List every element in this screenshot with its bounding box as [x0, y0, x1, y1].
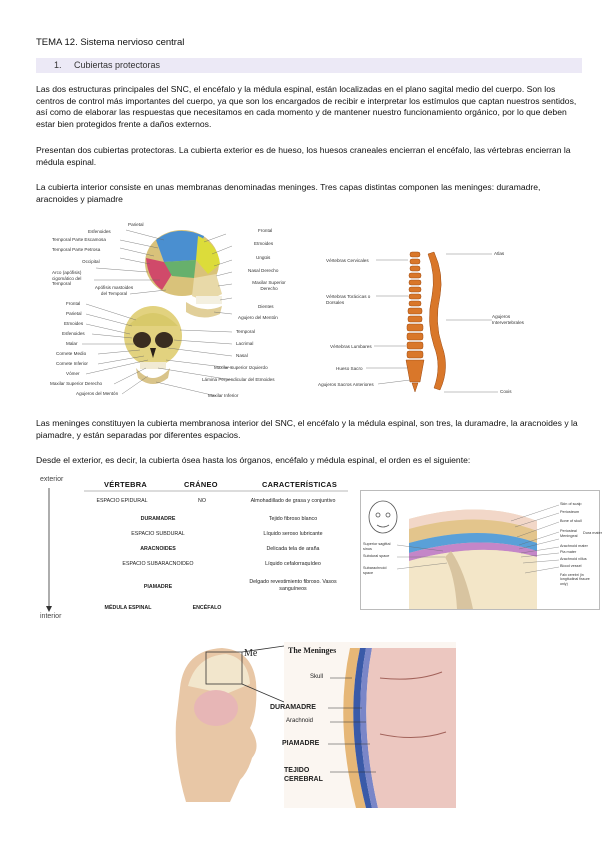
meninges-label: Arachnoid — [286, 718, 314, 724]
skull-label: Dientes — [258, 304, 274, 309]
table-cell: DURAMADRE — [140, 516, 176, 522]
skull-label: Maxilar Inferior — [208, 393, 239, 398]
spine-label: Coxis — [500, 389, 512, 394]
table-cell: Delgado revestimiento fibroso. Vasos sanguíneos — [249, 579, 337, 592]
table-cell: ESPACIO SUBARACNOIDEO — [122, 561, 194, 567]
meninges-table — [36, 474, 358, 624]
spine-label: Atlas — [494, 251, 505, 256]
layers-label: Superior sagittal sinus — [363, 542, 391, 551]
spine-label: Agujeros Sacros Anteriores — [318, 382, 374, 387]
skull-label: Esfenoides — [88, 229, 111, 234]
skull-label: Parietal — [66, 311, 82, 316]
skull-label: Lacrimal — [236, 341, 254, 346]
table-cell: NO — [198, 498, 206, 504]
section-title: Cubiertas protectoras — [74, 60, 161, 70]
skull-label: Parietal — [128, 222, 144, 227]
head-icon — [369, 501, 397, 533]
layers-label: Bone of skull — [560, 519, 582, 523]
skull-label: Temporal Parte Petrosa — [52, 247, 101, 252]
skull-label: Arco (apófisis) cigomático del Temporal — [52, 270, 82, 286]
table-cell: Tejido fibroso blanco — [268, 516, 318, 522]
layers-label: Dura mater — [583, 531, 602, 535]
skull-label: Etmoides — [254, 241, 274, 246]
meninges-label: DURAMADRE — [270, 704, 316, 711]
layers-label: Pia mater — [560, 550, 577, 554]
skull-label: Occipital — [82, 259, 100, 264]
layers-label: Arachnoid villus — [560, 557, 587, 561]
layers-label: Blood vessel — [560, 564, 582, 568]
head-profile — [176, 646, 284, 802]
meninges-label: TEJIDO CEREBRAL — [284, 767, 323, 783]
paragraph-intro: Las dos estructuras principales del SNC, el encéfalo y la médula espinal, están localizadas en el plano sagital medio del cuerpo. Son los centros de control más importantes del cuerpo, ya que son los encargados de recibir e interpretar los estímulos que captan nuestros sentidos, así como de elaborar las respuestas que necesitamos en cada momento y de mantener nuestro funcionamiento orgánico, por lo que deben estar bien protegidos frente a daños externos. — [36, 84, 577, 129]
spine-label: Vértebras Lumbares — [330, 344, 372, 349]
skull-label: Frontal — [66, 301, 81, 306]
meninges-label: Skull — [310, 674, 324, 680]
paragraph-meninges: Las meninges constituyen la cubierta membranosa interior del SNC, el encéfalo y la médula espinal, son tres, la duramadre, la aracnoides y la piamadre, y están separadas por diferentes espacios. — [36, 418, 578, 440]
skull-label: Agujeros del Mentón — [76, 391, 119, 396]
skull-label: Nasal — [236, 353, 248, 358]
axis-exterior-label: exterior — [40, 476, 64, 483]
table-cell: ESPACIO SUBDURAL — [131, 531, 185, 537]
layers-label: Arachnoid mater — [560, 544, 588, 548]
table-cell: PIAMADRE — [143, 584, 173, 590]
skull-figure — [36, 218, 306, 408]
skull-lateral — [145, 230, 222, 318]
skull-label: Frontal — [258, 228, 273, 233]
skull-label: Temporal — [236, 329, 255, 334]
spine-front — [406, 252, 424, 392]
meninges-title: The Meninges — [288, 646, 337, 655]
layers-label: Subdural space — [363, 554, 390, 558]
layers-label: Periosteum — [560, 510, 580, 514]
layers-label: Skin of scalp — [560, 502, 582, 506]
table-cell: Líquido seroso lubricante — [263, 531, 323, 537]
paragraph-order: Desde el exterior, es decir, la cubierta ósea hasta los órganos, encéfalo y médula espinal, el orden es el siguiente: — [36, 455, 471, 465]
skull-label: Etmoides — [64, 321, 84, 326]
layers-label: Meningeal — [560, 534, 578, 538]
skull-label: Apófisis mastoides del Temporal — [94, 285, 134, 296]
skull-label: Agujero del Mentón — [238, 315, 278, 320]
table-header: CARACTERÍSTICAS — [262, 480, 338, 489]
skull-label: Maxilar Superior Izquierdo — [214, 365, 268, 370]
table-header: CRÁNEO — [184, 480, 218, 489]
spine-lateral — [428, 252, 446, 390]
table-cell: Delicada tela de araña — [266, 546, 320, 552]
spine-label: Vértebras Cervicales — [326, 258, 369, 263]
page-title: TEMA 12. Sistema nervioso central — [36, 37, 185, 48]
spine-label: Vértebras Torácicas o Dorsales — [326, 294, 371, 305]
skull-label: Malar — [66, 341, 78, 346]
table-header: VÉRTEBRA — [104, 480, 148, 489]
table-cell: Almohadillado de grasa y conjuntivo — [250, 498, 336, 504]
table-cell: ESPACIO EPIDURAL — [96, 498, 148, 504]
skull-label: Maxilar Superior Derecho — [252, 280, 286, 291]
skull-label: Maxilar Superior Derecho — [50, 381, 103, 386]
layers-label: Falx cerebri (in longitudinal fissure only) — [560, 573, 590, 586]
meninges-figure — [166, 642, 456, 808]
skull-label: Ungüis — [256, 255, 271, 260]
paragraph-coverings: Presentan dos cubiertas protectoras. La cubierta exterior es de hueso, los huesos craneales encierran el encéfalo, las vértebras encierran la médula espinal. — [36, 145, 571, 167]
spine-figure — [316, 244, 556, 400]
skull-frontal — [124, 306, 182, 384]
section-number: 1. — [54, 60, 62, 70]
skull-label: Nasal Derecho — [248, 268, 279, 273]
skull-label: Lámina Perpendicular del Etmoides — [202, 377, 275, 382]
skull-label: Cornete Medio — [56, 351, 87, 356]
meninges-label: PIAMADRE — [282, 740, 320, 747]
skull-label: Esfenoides — [62, 331, 85, 336]
spine-label: Agujeros Intervertebrales — [492, 314, 524, 325]
skull-layers-figure — [360, 490, 600, 610]
table-cell: MÉDULA ESPINAL — [104, 605, 152, 611]
paragraph-inner-covering: La cubierta interior consiste en unas membranas denominadas meninges. Tres capas distintas componen las meninges: duramadre, aracnoides y piamadre — [36, 182, 541, 204]
inset-label: Me — [244, 648, 258, 659]
skull-label: Temporal Parte Escamosa — [52, 237, 106, 242]
table-cell: Líquido cefalorraquídeo — [265, 561, 321, 567]
table-cell: ENCÉFALO — [192, 605, 222, 611]
skull-label: Vómer — [66, 371, 80, 376]
layers-label: Subarachnoid space — [363, 566, 387, 575]
spine-label: Hueso Sacro — [336, 366, 363, 371]
skull-label: Cornete Inferior — [56, 361, 88, 366]
layers-label: Periosteal — [560, 529, 577, 533]
table-cell: ARACNOIDES — [140, 546, 176, 552]
axis-interior-label: interior — [40, 613, 62, 620]
